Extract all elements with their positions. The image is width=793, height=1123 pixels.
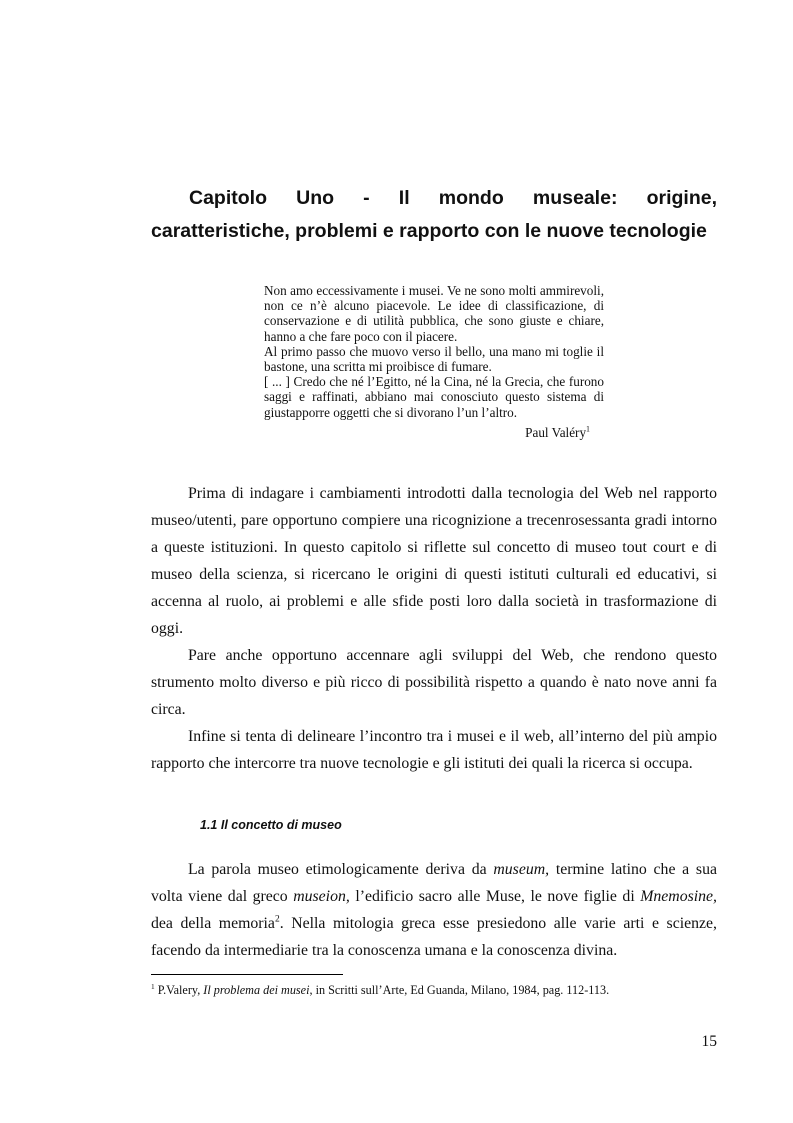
body-paragraph: Infine si tenta di delineare l’incontro tra i musei e il web, all’interno del più ampio rapporto che intercorre tra nuove tecnologie e gli istituti dei quali la ricerca si occupa. [151,728,717,772]
chapter-title-text: Capitolo Uno - Il mondo museale: origine, caratteristiche, problemi e rapporto con le nuove tecnologie [151,187,717,242]
body-paragraph: Prima di indagare i cambiamenti introdotti dalla tecnologia del Web nel rapporto museo/utenti, pare opportuno compiere una ricognizione a trecenrosessanta gradi intorno a queste istituzioni. In questo capitolo si riflette sul concetto di museo tout court e di museo della scienza, si ricercano le origini di questi istituti culturali ed educativi, si accenna al ruolo, ai problemi e alle sfide posti loro dalla società in trasformazione di oggi. [151,485,717,637]
footnote-separator [151,974,343,975]
text-run: , in Scritti sull’Arte, Ed Guanda, Milano, 1984, pag. 112-113. [309,983,610,997]
body-paragraph [151,856,717,964]
epigraph-author-name: Paul Valéry [525,424,587,440]
footnote-number: 1 [151,981,155,991]
text-run: La parola museo etimologicamente deriva da [188,861,494,878]
chapter-title [151,182,717,248]
text-run: l’edificio sacro alle Muse, le nove figlie di [349,888,641,905]
emphasis-term: museum, [493,861,550,878]
page-number: 15 [701,1033,717,1050]
section-text [151,856,717,964]
text-run: . Nella mitologia greca esse presiedono alle varie arti e scienze, facendo da intermediarie tra la conoscenza umana e la conoscenza divina. [151,915,717,959]
epigraph-paragraph: Non amo eccessivamente i musei. Ve ne sono molti ammirevoli, non ce n’è alcuno piacevole. Le idee di classificazione, di conservazione e di utilità pubblica, che sono giuste e chiare, hanno a che fare poco con il piacere. [264,283,604,344]
emphasis-term: museion, [293,888,350,905]
footnote-reference: 2 [274,914,280,925]
body-paragraph: Pare anche opportuno accennare agli sviluppi del Web, che rendono questo strumento molto diverso e più ricco di possibilità rispetto a quando è nato nove anni fa circa. [151,647,717,718]
epigraph-paragraph: [ ... ] Credo che né l’Egitto, né la Cina, né la Grecia, che furono saggi e raffinati, abbiano mai conosciuto questo sistema di giustapporre oggetti che si divorano l’un l’altro. [264,374,604,420]
epigraph-paragraph: Al primo passo che muovo verso il bello, una mano mi toglie il bastone, una scritta mi proibisce di fumare. [264,343,604,375]
emphasis-term: Mnemosine, [640,888,717,905]
epigraph [264,283,604,440]
section-title: 1.1 Il concetto di museo [200,818,342,832]
intro-text [151,480,717,777]
footnote [151,983,717,998]
footnote-title: Il problema dei musei [203,983,310,997]
text-run: P.Valery, [154,983,204,997]
epigraph-author [264,425,604,440]
footnote-reference: 1 [586,424,590,434]
text-run: termine latino che a sua volta viene dal greco [151,861,717,905]
text-run: dea della memoria [151,915,275,932]
